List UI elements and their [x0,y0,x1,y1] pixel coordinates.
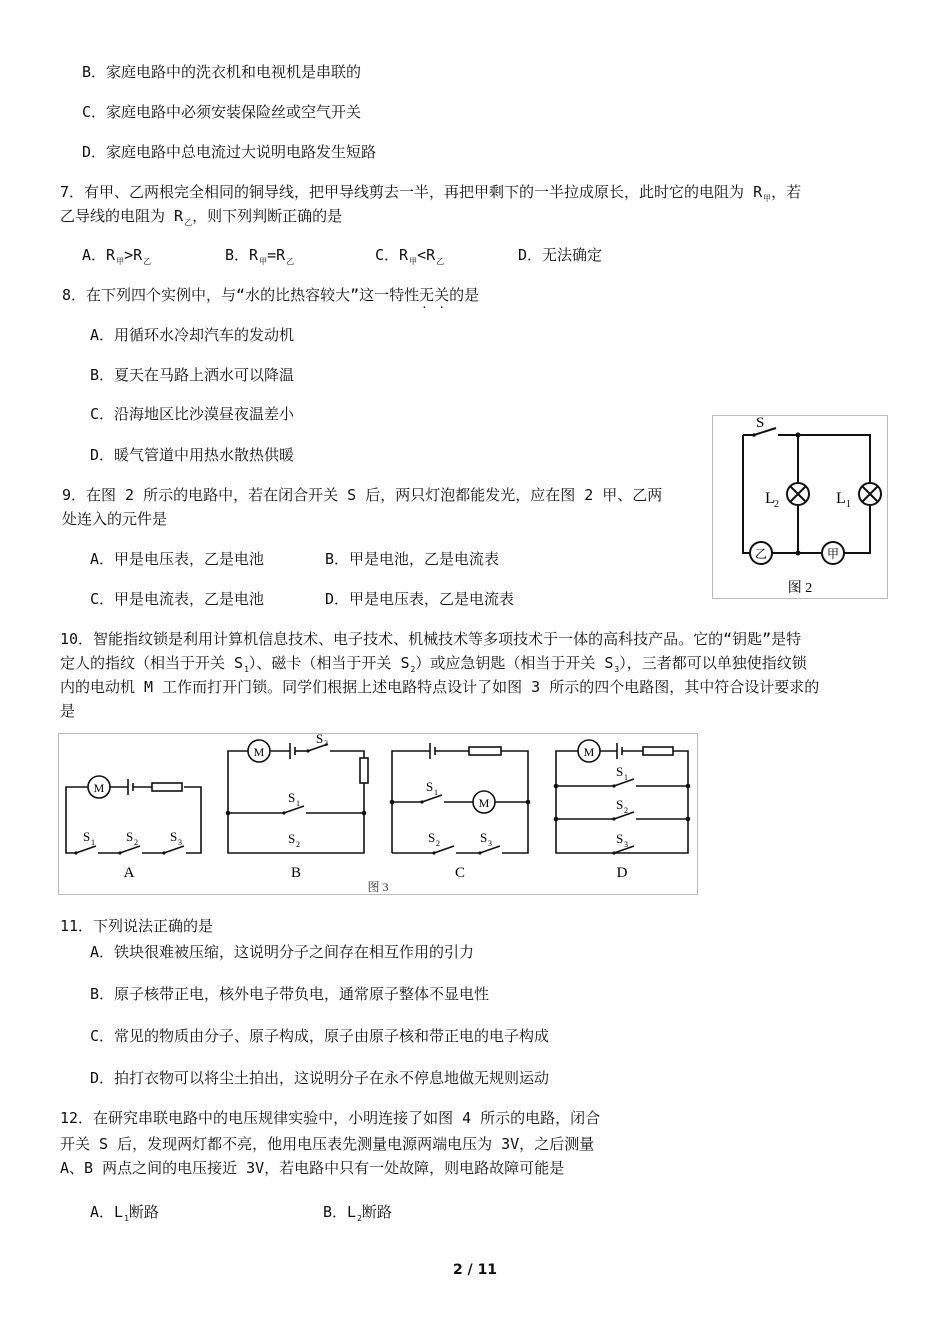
q7-option-b: B．$R_甲=R_乙$ [225,246,295,266]
fig2-switch-label: S [756,415,765,431]
fig3-label-d: D [616,865,628,881]
q12-stem-line1: 12．在研究串联电路中的电压规律实验中，小明连接了如图 4 所示的电路，闭合 [60,1109,601,1127]
fig2-l2-sub: 2 [774,499,779,510]
q8-stem: 8．在下列四个实例中，与“水的比热容较大”这一特性无关 · ·的是 [62,285,479,305]
fig3-label-b: B [290,865,302,881]
q12-stem-line3: A、B 两点之间的电压接近 3V，若电路中只有一处故障，则电路故障可能是 [60,1159,565,1177]
q10-stem-line3: 内的电动机 M 工作而打开门锁。同学们根据上述电路特点设计了如图 3 所示的四个电路图，其中符合设计要求的 [60,678,820,696]
q10-stem-line2: 定人的指纹（相当于开关 $S_1$）、磁卡（相当于开关 $S_2$）或应急钥匙（相当于开关 $S_3$），三者都可以单独使指纹锁 [60,654,807,674]
fig3-a-s1: S [83,829,91,844]
fig3-c-s2-sub: 2 [436,839,440,848]
q11-option-c: C．常见的物质由分子、原子构成，原子由原子核和带正电的电子构成 [90,1027,550,1045]
fig3-caption: 图 3 [367,880,389,894]
fig3-a-s3: S [170,829,178,844]
fig3-d-s2-sub: 2 [624,806,628,815]
fig3-c-s2: S [428,830,436,845]
fig3-d-s1: S [616,764,624,779]
q7-stem-line2: 乙导线的电阻为 $R_乙$，则下列判断正确的是 [60,207,343,227]
q11-stem: 11．下列说法正确的是 [60,917,214,935]
fig3-b-motor: M [253,745,265,759]
fig3-b-s2-sub: 2 [296,840,300,849]
emphasis-dots: 无关 · · [419,286,449,304]
q9-stem-line2: 处连入的元件是 [62,510,168,528]
q11-option-a: A．铁块很难被压缩，这说明分子之间存在相互作用的引力 [90,943,475,961]
fig2-jia-label: 甲 [826,547,840,561]
q9-option-d: D．甲是电压表，乙是电流表 [325,590,515,608]
fig3-d-s1-sub: 1 [624,773,628,782]
figure-2-circuit [712,415,888,599]
fig3-label-c: C [454,865,466,881]
q7-option-c: C．$R_甲<R_乙$ [375,246,445,266]
figure-3-circuits [58,733,698,895]
q6-option-c: C．家庭电路中必须安装保险丝或空气开关 [82,103,362,121]
fig3-d-s2: S [616,797,624,812]
fig3-b-s3-sub: 3 [324,739,328,748]
fig2-caption: 图 2 [787,581,813,596]
q6-option-b: B．家庭电路中的洗衣机和电视机是串联的 [82,63,362,81]
q9-stem-line1: 9．在图 2 所示的电路中，若在闭合开关 S 后，两只灯泡都能发光，应在图 2 甲、乙两 [62,486,663,504]
q9-option-c: C．甲是电流表，乙是电池 [90,590,265,608]
fig3-b-s3: S [316,733,324,746]
q8-option-d: D．暖气管道中用热水散热供暖 [90,446,295,464]
fig3-c-s3-sub: 3 [488,839,492,848]
fig3-c-s1-sub: 1 [434,788,438,797]
fig3-b-s1: S [288,790,296,805]
q10-stem-line4: 是 [60,702,76,720]
q9-option-a: A．甲是电压表，乙是电池 [90,550,265,568]
fig3-d-s3-sub: 3 [624,840,628,849]
fig2-l1-sub: 1 [846,499,851,510]
fig3-a-s2-sub: 2 [134,838,138,847]
q10-stem-line1: 10．智能指纹锁是利用计算机信息技术、电子技术、机械技术等多项技术于一体的高科技产品。它的“钥匙”是特 [60,630,802,648]
fig3-a-s1-sub: 1 [91,838,95,847]
q12-option-a: A．$L_1$断路 [90,1203,159,1223]
fig2-l1-label: L [836,490,846,507]
q8-option-b: B．夏天在马路上洒水可以降温 [90,366,295,384]
q8-option-a: A．用循环水冷却汽车的发动机 [90,326,295,344]
q6-option-d: D．家庭电路中总电流过大说明电路发生短路 [82,143,377,161]
fig3-b-s1-sub: 1 [296,799,300,808]
q8-option-c: C．沿海地区比沙漠昼夜温差小 [90,405,295,423]
fig3-a-s2: S [126,829,134,844]
q12-option-b: B．$L_2$断路 [323,1203,392,1223]
page-number: 2 / 11 [452,1262,498,1278]
q7-option-d: D．无法确定 [518,246,603,264]
fig3-label-a: A [123,865,135,881]
fig3-c-s3: S [480,830,488,845]
fig3-b-s2: S [288,831,296,846]
q7-option-a: A．$R_甲>R_乙$ [82,246,152,266]
q7-stem-line1: 7．有甲、乙两根完全相同的铜导线，把甲导线剪去一半，再把甲剩下的一半拉成原长，此时它的电阻为 $R_甲$，若 [60,183,802,203]
q11-option-d: D．拍打衣物可以将尘土拍出，这说明分子在永不停息地做无规则运动 [90,1069,550,1087]
fig2-l2-label: L [765,490,775,507]
fig3-d-s3: S [616,831,624,846]
q9-option-b: B．甲是电池，乙是电流表 [325,550,500,568]
fig3-c-s1: S [426,779,434,794]
fig3-d-motor: M [583,745,595,759]
fig3-a-s3-sub: 3 [178,838,182,847]
q11-option-b: B．原子核带正电，核外电子带负电，通常原子整体不显电性 [90,985,490,1003]
fig2-yi-label: 乙 [754,547,768,561]
fig3-a-motor: M [93,781,105,795]
fig3-c-motor: M [478,796,490,810]
q12-stem-line2: 开关 S 后，发现两灯都不亮，他用电压表先测量电源两端电压为 3V，之后测量 [60,1135,595,1153]
